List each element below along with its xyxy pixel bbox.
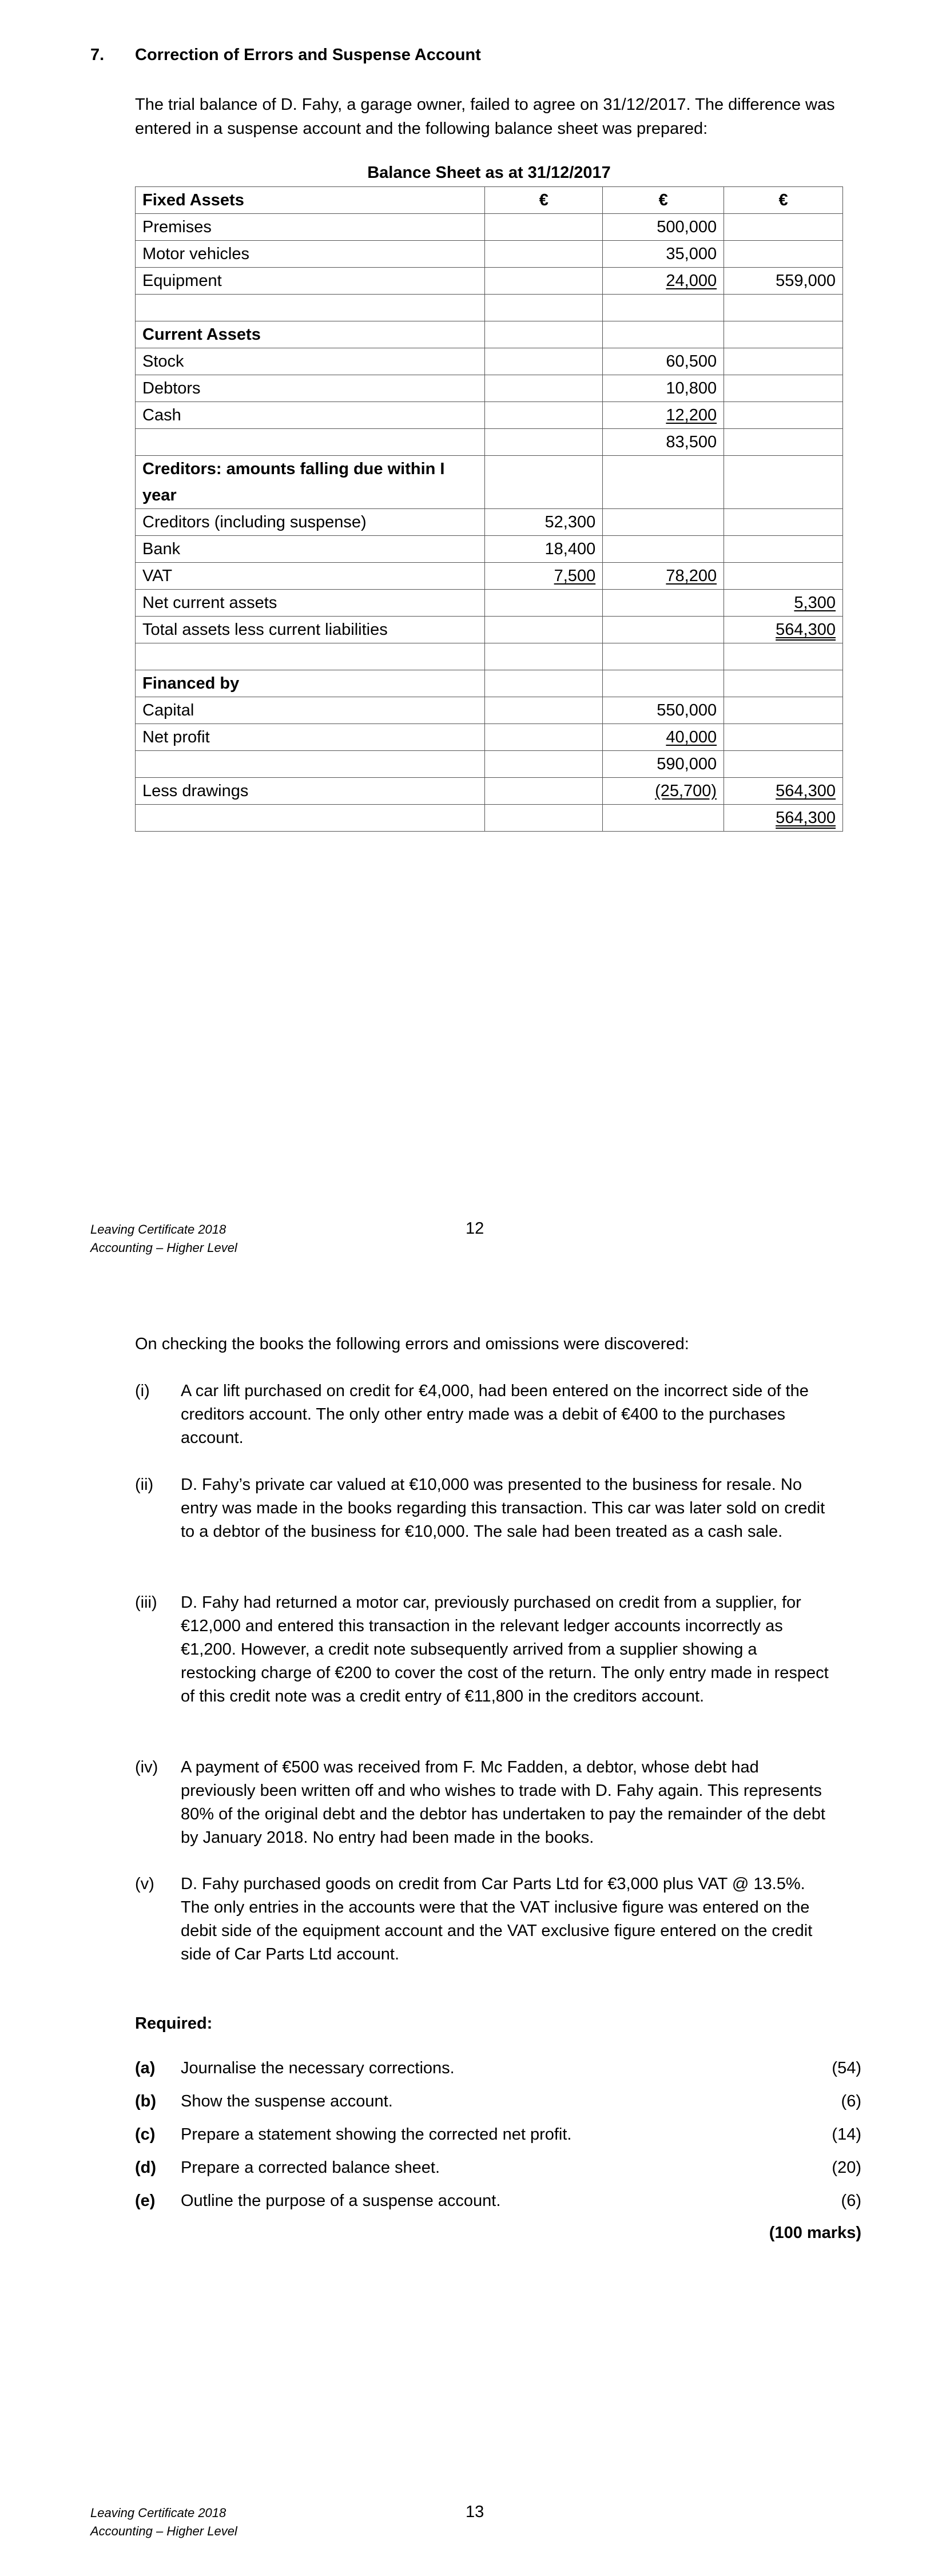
balance-sheet-row: [136, 241, 843, 268]
row-col-2: [485, 805, 603, 832]
cell-value: Stock: [142, 352, 184, 371]
row-col-3: [603, 590, 724, 617]
cell-value: 564,300: [776, 809, 836, 827]
error-item: [135, 1591, 833, 1708]
balance-sheet-row: [136, 805, 843, 832]
required-marks: (14): [832, 2125, 861, 2144]
row-col-4: [724, 214, 843, 241]
row-label: [136, 805, 485, 832]
required-marks: (6): [841, 2092, 861, 2110]
row-col-2: [485, 375, 603, 402]
balance-sheet-row: [136, 187, 843, 214]
error-item: [135, 1873, 833, 1966]
balance-sheet-row: [136, 509, 843, 536]
cell-value: 78,200: [666, 567, 717, 585]
balance-sheet-row: [136, 321, 843, 348]
balance-sheet-row: [136, 697, 843, 724]
required-letter: (a): [135, 2059, 156, 2077]
row-col-2: [485, 778, 603, 805]
row-col-2: [485, 187, 603, 214]
row-col-3: [603, 348, 724, 375]
row-col-2: [485, 590, 603, 617]
error-number: (iv): [135, 1758, 158, 1776]
cell-value: 559,000: [776, 272, 836, 290]
cell-value: €: [658, 191, 668, 209]
row-label: [136, 402, 485, 429]
balance-sheet-row: [136, 429, 843, 456]
row-col-4: [724, 348, 843, 375]
balance-sheet-title: Balance Sheet as at 31/12/2017: [367, 164, 611, 182]
balance-sheet-row: [136, 778, 843, 805]
cell-value: Net profit: [142, 728, 210, 746]
error-text: D. Fahy purchased goods on credit from Car Parts Ltd for €3,000 plus VAT @ 13.5%. The only entries in the accounts were that the VAT inclusive figure was entered on the debit side of the equipment account and the VAT exclusive figure entered on the credit side of Car Parts Ltd account.: [181, 1875, 813, 1963]
row-col-2: [485, 751, 603, 778]
row-col-3: [603, 295, 724, 321]
row-col-2: [485, 509, 603, 536]
cell-value: 550,000: [657, 701, 717, 719]
balance-sheet-row: [136, 214, 843, 241]
row-col-3: [603, 724, 724, 751]
footer-subject-line: Accounting – Higher Level: [90, 1241, 237, 1255]
row-col-2: [485, 643, 603, 670]
cell-value: 83,500: [666, 433, 717, 451]
cell-value: Motor vehicles: [142, 245, 249, 263]
row-label: [136, 187, 485, 214]
row-label: [136, 241, 485, 268]
cell-value: Fixed Assets: [142, 191, 244, 209]
row-col-3: [603, 778, 724, 805]
required-text: Prepare a corrected balance sheet.: [181, 2158, 440, 2177]
row-col-2: [485, 670, 603, 697]
row-col-2: [485, 697, 603, 724]
balance-sheet-row: [136, 348, 843, 375]
row-col-3: [603, 214, 724, 241]
balance-sheet-row: [136, 590, 843, 617]
balance-sheet-row: [136, 563, 843, 590]
cell-value: 7,500: [554, 567, 596, 585]
cell-value: Current Assets: [142, 325, 261, 344]
cell-value: Capital: [142, 701, 194, 719]
balance-sheet-row: [136, 643, 843, 670]
cell-value: 5,300: [794, 594, 836, 612]
error-item: [135, 1756, 833, 1850]
row-col-3: [603, 375, 724, 402]
row-col-3: [603, 536, 724, 563]
row-col-3: [603, 643, 724, 670]
row-col-3: [603, 268, 724, 295]
question-intro: The trial balance of D. Fahy, a garage owner, failed to agree on 31/12/2017. The difference was entered in a suspense account and the following balance sheet was prepared:: [135, 96, 835, 138]
footer-page-12: [90, 1221, 237, 1257]
balance-sheet-row: [136, 402, 843, 429]
row-label: [136, 375, 485, 402]
question-title: Correction of Errors and Suspense Account: [135, 46, 481, 64]
row-col-3: [603, 563, 724, 590]
row-col-2: [485, 321, 603, 348]
row-col-4: [724, 295, 843, 321]
row-col-4: [724, 187, 843, 214]
row-col-4: [724, 268, 843, 295]
required-marks: (20): [832, 2158, 861, 2177]
footer-exam-line: Leaving Certificate 2018: [90, 1222, 226, 1237]
row-col-4: [724, 805, 843, 832]
error-number: (ii): [135, 1476, 154, 1494]
row-col-2: [485, 536, 603, 563]
cell-value: 40,000: [666, 728, 717, 746]
cell-value: Less drawings: [142, 782, 249, 800]
row-label: [136, 509, 485, 536]
error-text: D. Fahy’s private car valued at €10,000 was presented to the business for resale. No entry was made in the books regarding this transaction. This car was later sold on credit to a debtor of the business for €10,000. The sale had been treated as a cash sale.: [181, 1476, 825, 1541]
row-col-4: [724, 429, 843, 456]
balance-sheet-row: [136, 456, 843, 509]
cell-value: 18,400: [544, 540, 596, 558]
row-col-2: [485, 295, 603, 321]
row-label: [136, 321, 485, 348]
required-marks: (54): [832, 2059, 861, 2077]
row-col-4: [724, 778, 843, 805]
balance-sheet-row: [136, 268, 843, 295]
row-col-4: [724, 670, 843, 697]
row-col-3: [603, 670, 724, 697]
row-col-2: [485, 563, 603, 590]
row-col-4: [724, 456, 843, 509]
row-col-3: [603, 321, 724, 348]
error-number: (i): [135, 1382, 150, 1400]
row-col-3: [603, 751, 724, 778]
question-number: 7.: [90, 46, 105, 64]
cell-value: 60,500: [666, 352, 717, 371]
row-col-4: [724, 375, 843, 402]
balance-sheet-row: [136, 295, 843, 321]
row-col-3: [603, 697, 724, 724]
row-col-4: [724, 536, 843, 563]
row-col-3: [603, 805, 724, 832]
cell-value: Premises: [142, 218, 212, 236]
row-label: [136, 590, 485, 617]
row-col-2: [485, 241, 603, 268]
footer-exam-line: Leaving Certificate 2018: [90, 2506, 226, 2520]
footer-page-13: [90, 2504, 237, 2541]
cell-value: 590,000: [657, 755, 717, 773]
row-col-2: [485, 456, 603, 509]
row-col-3: [603, 429, 724, 456]
required-heading: Required:: [135, 2014, 213, 2033]
cell-value: Equipment: [142, 272, 222, 290]
cell-value: €: [539, 191, 548, 209]
row-col-4: [724, 751, 843, 778]
required-letter: (d): [135, 2158, 157, 2177]
row-col-3: [603, 187, 724, 214]
cell-value: 52,300: [544, 513, 596, 531]
total-marks: (100 marks): [769, 2224, 861, 2242]
required-text: Show the suspense account.: [181, 2092, 393, 2110]
row-label: [136, 268, 485, 295]
error-item: [135, 1473, 833, 1544]
balance-sheet-table: [135, 186, 843, 832]
balance-sheet-row: [136, 536, 843, 563]
cell-value: Financed by: [142, 674, 240, 693]
cell-value: Net current assets: [142, 594, 277, 612]
row-col-2: [485, 348, 603, 375]
row-col-2: [485, 402, 603, 429]
cell-value: Creditors: amounts falling due within I year: [142, 460, 445, 504]
error-text: A payment of €500 was received from F. Mc Fadden, a debtor, whose debt had previously been written off and who wishes to trade with D. Fahy again. This represents 80% of the original debt and the debtor has undertaken to pay the remainder of the debt by January 2018. No entry had been made in the books.: [181, 1758, 825, 1847]
cell-value: Creditors (including suspense): [142, 513, 367, 531]
row-col-2: [485, 268, 603, 295]
footer-subject-line: Accounting – Higher Level: [90, 2524, 237, 2538]
row-label: [136, 643, 485, 670]
cell-value: VAT: [142, 567, 173, 585]
row-label: [136, 617, 485, 643]
balance-sheet-row: [136, 724, 843, 751]
balance-sheet-row: [136, 751, 843, 778]
row-col-4: [724, 509, 843, 536]
row-col-2: [485, 724, 603, 751]
row-label: [136, 536, 485, 563]
row-col-4: [724, 643, 843, 670]
row-col-4: [724, 241, 843, 268]
required-marks: (6): [841, 2192, 861, 2210]
cell-value: €: [778, 191, 788, 209]
error-number: (v): [135, 1875, 154, 1893]
row-col-4: [724, 697, 843, 724]
page-number: 12: [466, 1219, 484, 1238]
row-col-4: [724, 617, 843, 643]
row-col-4: [724, 724, 843, 751]
balance-sheet-row: [136, 670, 843, 697]
row-col-2: [485, 214, 603, 241]
required-text: Journalise the necessary corrections.: [181, 2059, 455, 2077]
cell-value: 564,300: [776, 782, 836, 800]
cell-value: (25,700): [655, 782, 717, 800]
row-col-4: [724, 321, 843, 348]
row-label: [136, 751, 485, 778]
page-number: 13: [466, 2503, 484, 2521]
cell-value: 564,300: [776, 621, 836, 639]
error-item: [135, 1380, 833, 1450]
required-letter: (c): [135, 2125, 156, 2144]
cell-value: 10,800: [666, 379, 717, 397]
row-col-3: [603, 456, 724, 509]
row-col-4: [724, 402, 843, 429]
row-label: [136, 456, 485, 509]
cell-value: 500,000: [657, 218, 717, 236]
row-col-4: [724, 563, 843, 590]
cell-value: 12,200: [666, 406, 717, 424]
balance-sheet-row: [136, 375, 843, 402]
row-label: [136, 295, 485, 321]
row-label: [136, 778, 485, 805]
error-text: D. Fahy had returned a motor car, previously purchased on credit from a supplier, for €12,000 and entered this transaction in the relevant ledger accounts incorrectly as €1,200. However, a credit note subsequently arrived from a supplier showing a restocking charge of €200 to cover the cost of the return. The only entry made in respect of this credit note was a credit entry of €11,800 in the creditors account.: [181, 1593, 829, 1706]
required-text: Outline the purpose of a suspense account.: [181, 2192, 501, 2210]
required-letter: (b): [135, 2092, 157, 2110]
row-label: [136, 724, 485, 751]
cell-value: Debtors: [142, 379, 201, 397]
row-col-2: [485, 429, 603, 456]
row-label: [136, 214, 485, 241]
row-col-3: [603, 241, 724, 268]
row-col-3: [603, 402, 724, 429]
error-number: (iii): [135, 1593, 157, 1612]
cell-value: 24,000: [666, 272, 717, 290]
cell-value: Bank: [142, 540, 181, 558]
row-col-4: [724, 590, 843, 617]
cell-value: 35,000: [666, 245, 717, 263]
row-col-3: [603, 617, 724, 643]
required-text: Prepare a statement showing the corrected net profit.: [181, 2125, 572, 2144]
row-col-2: [485, 617, 603, 643]
errors-intro: On checking the books the following errors and omissions were discovered:: [135, 1335, 689, 1353]
required-letter: (e): [135, 2192, 156, 2210]
row-col-3: [603, 509, 724, 536]
row-label: [136, 348, 485, 375]
row-label: [136, 429, 485, 456]
row-label: [136, 697, 485, 724]
cell-value: Total assets less current liabilities: [142, 621, 388, 639]
balance-sheet-row: [136, 617, 843, 643]
row-label: [136, 563, 485, 590]
row-label: [136, 670, 485, 697]
error-text: A car lift purchased on credit for €4,000, had been entered on the incorrect side of the creditors account. The only other entry made was a debit of €400 to the purchases account.: [181, 1382, 809, 1447]
cell-value: Cash: [142, 406, 181, 424]
